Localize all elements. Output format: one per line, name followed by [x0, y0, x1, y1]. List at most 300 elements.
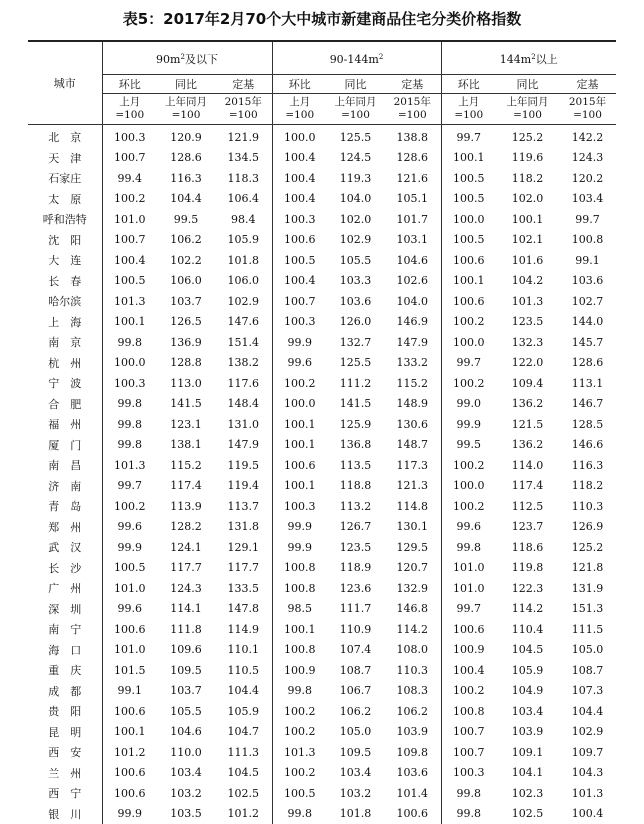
index-value: 114.2 — [496, 599, 559, 620]
index-value: 100.2 — [441, 455, 496, 476]
index-value: 100.5 — [441, 168, 496, 189]
index-value: 136.8 — [327, 435, 384, 456]
index-value: 103.4 — [559, 189, 616, 210]
index-value: 102.1 — [496, 230, 559, 251]
index-value: 99.7 — [441, 125, 496, 148]
index-value: 128.5 — [559, 414, 616, 435]
index-value: 103.1 — [384, 230, 441, 251]
index-value: 100.4 — [102, 250, 157, 271]
index-value: 125.5 — [327, 125, 384, 148]
index-value: 100.1 — [102, 722, 157, 743]
table-row — [28, 619, 616, 640]
city-name: 杭 州 — [28, 353, 102, 374]
index-value: 114.0 — [496, 455, 559, 476]
index-value: 109.6 — [157, 640, 215, 661]
index-value: 106.2 — [384, 701, 441, 722]
index-value: 130.1 — [384, 517, 441, 538]
index-value: 100.8 — [272, 578, 327, 599]
index-value: 100.0 — [441, 209, 496, 230]
city-name: 成 都 — [28, 681, 102, 702]
index-value: 109.5 — [327, 742, 384, 763]
index-value: 121.6 — [384, 168, 441, 189]
base-header: 上年同月 =100 — [157, 94, 215, 125]
table-row — [28, 394, 616, 415]
index-value: 100.6 — [102, 701, 157, 722]
table-row — [28, 701, 616, 722]
index-value: 101.6 — [496, 250, 559, 271]
index-value: 116.3 — [559, 455, 616, 476]
index-value: 99.1 — [559, 250, 616, 271]
index-value: 104.3 — [559, 763, 616, 784]
index-value: 131.0 — [215, 414, 272, 435]
index-value: 103.4 — [496, 701, 559, 722]
sub-header: 环比 — [441, 75, 496, 94]
city-name: 郑 州 — [28, 517, 102, 538]
sub-header: 同比 — [327, 75, 384, 94]
index-value: 125.2 — [559, 537, 616, 558]
index-value: 99.8 — [272, 804, 327, 824]
index-value: 100.2 — [441, 312, 496, 333]
table-row — [28, 742, 616, 763]
index-value: 104.6 — [157, 722, 215, 743]
index-value: 99.6 — [102, 517, 157, 538]
index-value: 100.6 — [272, 455, 327, 476]
index-value: 100.5 — [441, 230, 496, 251]
index-value: 113.5 — [327, 455, 384, 476]
city-name: 呼和浩特 — [28, 209, 102, 230]
index-value: 148.7 — [384, 435, 441, 456]
index-value: 104.2 — [496, 271, 559, 292]
index-value: 102.0 — [496, 189, 559, 210]
index-value: 124.5 — [327, 148, 384, 169]
index-value: 124.1 — [157, 537, 215, 558]
index-value: 103.4 — [327, 763, 384, 784]
table-row — [28, 476, 616, 497]
index-value: 141.5 — [327, 394, 384, 415]
index-value: 103.4 — [157, 763, 215, 784]
index-value: 134.5 — [215, 148, 272, 169]
table-row — [28, 312, 616, 333]
index-value: 120.9 — [157, 125, 215, 148]
table-row — [28, 455, 616, 476]
index-value: 100.6 — [441, 619, 496, 640]
index-value: 100.9 — [272, 660, 327, 681]
index-value: 100.5 — [441, 189, 496, 210]
index-value: 118.3 — [215, 168, 272, 189]
index-value: 120.2 — [559, 168, 616, 189]
index-value: 120.7 — [384, 558, 441, 579]
index-value: 103.2 — [157, 783, 215, 804]
table-row — [28, 168, 616, 189]
index-value: 99.6 — [441, 517, 496, 538]
index-value: 148.9 — [384, 394, 441, 415]
city-name: 上 海 — [28, 312, 102, 333]
index-value: 109.7 — [559, 742, 616, 763]
city-name: 南 宁 — [28, 619, 102, 640]
index-value: 100.2 — [441, 373, 496, 394]
index-value: 99.8 — [441, 804, 496, 824]
index-value: 104.5 — [496, 640, 559, 661]
sub-header: 环比 — [272, 75, 327, 94]
index-value: 132.7 — [327, 332, 384, 353]
index-value: 102.9 — [559, 722, 616, 743]
index-value: 103.6 — [327, 291, 384, 312]
index-value: 105.5 — [327, 250, 384, 271]
index-value: 104.6 — [384, 250, 441, 271]
index-value: 100.7 — [441, 722, 496, 743]
index-value: 142.2 — [559, 125, 616, 148]
city-name: 深 圳 — [28, 599, 102, 620]
index-value: 110.5 — [215, 660, 272, 681]
index-value: 118.2 — [559, 476, 616, 497]
index-value: 103.7 — [157, 681, 215, 702]
city-name: 长 春 — [28, 271, 102, 292]
index-value: 136.2 — [496, 394, 559, 415]
index-value: 108.0 — [384, 640, 441, 661]
index-value: 99.8 — [441, 783, 496, 804]
index-value: 98.4 — [215, 209, 272, 230]
index-value: 113.1 — [559, 373, 616, 394]
index-value: 128.6 — [157, 148, 215, 169]
table-row — [28, 517, 616, 538]
city-name: 重 庆 — [28, 660, 102, 681]
index-value: 105.0 — [327, 722, 384, 743]
index-value: 100.1 — [441, 148, 496, 169]
index-value: 104.4 — [215, 681, 272, 702]
index-value: 132.3 — [496, 332, 559, 353]
index-value: 100.6 — [272, 230, 327, 251]
index-value: 104.5 — [215, 763, 272, 784]
index-value: 99.9 — [102, 537, 157, 558]
index-value: 117.4 — [157, 476, 215, 497]
index-value: 104.7 — [215, 722, 272, 743]
index-value: 100.4 — [559, 804, 616, 824]
index-value: 101.5 — [102, 660, 157, 681]
index-value: 105.1 — [384, 189, 441, 210]
base-header: 2015年 =100 — [215, 94, 272, 125]
index-value: 103.6 — [384, 763, 441, 784]
index-value: 103.6 — [559, 271, 616, 292]
index-value: 107.4 — [327, 640, 384, 661]
table-row — [28, 578, 616, 599]
index-value: 110.3 — [384, 660, 441, 681]
index-value: 119.3 — [327, 168, 384, 189]
index-value: 123.7 — [496, 517, 559, 538]
table-row — [28, 148, 616, 169]
index-value: 103.3 — [327, 271, 384, 292]
index-value: 133.5 — [215, 578, 272, 599]
index-value: 106.2 — [327, 701, 384, 722]
index-value: 101.2 — [102, 742, 157, 763]
index-value: 106.0 — [215, 271, 272, 292]
index-value: 105.5 — [157, 701, 215, 722]
index-value: 101.0 — [441, 578, 496, 599]
index-value: 122.3 — [496, 578, 559, 599]
price-index-table — [28, 40, 616, 824]
city-name: 南 京 — [28, 332, 102, 353]
table-row — [28, 783, 616, 804]
index-value: 99.9 — [272, 517, 327, 538]
index-value: 130.6 — [384, 414, 441, 435]
index-value: 101.4 — [384, 783, 441, 804]
index-value: 99.8 — [272, 681, 327, 702]
index-value: 128.2 — [157, 517, 215, 538]
index-value: 109.5 — [157, 660, 215, 681]
index-value: 104.4 — [559, 701, 616, 722]
index-value: 105.9 — [215, 701, 272, 722]
index-value: 111.2 — [327, 373, 384, 394]
index-value: 114.2 — [384, 619, 441, 640]
index-value: 118.8 — [327, 476, 384, 497]
index-value: 138.1 — [157, 435, 215, 456]
index-value: 138.2 — [215, 353, 272, 374]
sub-header: 同比 — [157, 75, 215, 94]
base-header: 2015年 =100 — [384, 94, 441, 125]
index-value: 129.1 — [215, 537, 272, 558]
index-value: 129.5 — [384, 537, 441, 558]
index-value: 100.3 — [272, 209, 327, 230]
index-value: 99.8 — [102, 332, 157, 353]
index-value: 111.5 — [559, 619, 616, 640]
index-value: 99.8 — [441, 537, 496, 558]
index-value: 102.5 — [496, 804, 559, 824]
table-row — [28, 804, 616, 824]
table-row — [28, 291, 616, 312]
index-value: 108.7 — [559, 660, 616, 681]
city-column-header: 城市 — [28, 41, 102, 125]
index-value: 100.2 — [441, 496, 496, 517]
index-value: 100.8 — [441, 701, 496, 722]
city-name: 武 汉 — [28, 537, 102, 558]
index-value: 106.0 — [157, 271, 215, 292]
index-value: 119.8 — [496, 558, 559, 579]
index-value: 100.2 — [441, 681, 496, 702]
table-row — [28, 681, 616, 702]
index-value: 101.3 — [272, 742, 327, 763]
table-row — [28, 537, 616, 558]
table-row — [28, 496, 616, 517]
index-value: 100.8 — [559, 230, 616, 251]
city-name: 厦 门 — [28, 435, 102, 456]
base-header: 上月 =100 — [272, 94, 327, 125]
index-value: 124.3 — [157, 578, 215, 599]
index-value: 126.5 — [157, 312, 215, 333]
index-value: 131.8 — [215, 517, 272, 538]
index-value: 101.3 — [102, 455, 157, 476]
index-value: 98.5 — [272, 599, 327, 620]
index-value: 117.4 — [496, 476, 559, 497]
city-name: 西 安 — [28, 742, 102, 763]
index-value: 100.1 — [272, 476, 327, 497]
index-value: 141.5 — [157, 394, 215, 415]
city-name: 海 口 — [28, 640, 102, 661]
index-value: 115.2 — [157, 455, 215, 476]
index-value: 105.9 — [496, 660, 559, 681]
index-value: 125.5 — [327, 353, 384, 374]
city-name: 西 宁 — [28, 783, 102, 804]
group-header-small: $90m^2$及以下 — [102, 41, 272, 75]
city-name: 福 州 — [28, 414, 102, 435]
table-row — [28, 660, 616, 681]
index-value: 100.2 — [272, 373, 327, 394]
index-value: 100.5 — [102, 271, 157, 292]
index-value: 99.6 — [102, 599, 157, 620]
index-value: 100.3 — [102, 125, 157, 148]
index-value: 151.4 — [215, 332, 272, 353]
index-value: 99.8 — [102, 435, 157, 456]
index-value: 104.9 — [496, 681, 559, 702]
index-value: 100.5 — [102, 558, 157, 579]
sub-header: 环比 — [102, 75, 157, 94]
index-value: 99.6 — [272, 353, 327, 374]
table-row — [28, 722, 616, 743]
index-value: 123.6 — [327, 578, 384, 599]
index-value: 147.9 — [384, 332, 441, 353]
city-name: 银 川 — [28, 804, 102, 824]
base-header: 上月 =100 — [102, 94, 157, 125]
index-value: 104.4 — [157, 189, 215, 210]
index-value: 121.3 — [384, 476, 441, 497]
index-value: 102.0 — [327, 209, 384, 230]
index-value: 118.9 — [327, 558, 384, 579]
index-value: 100.4 — [272, 168, 327, 189]
index-value: 102.9 — [327, 230, 384, 251]
index-value: 100.0 — [272, 394, 327, 415]
index-value: 101.3 — [559, 783, 616, 804]
index-value: 136.2 — [496, 435, 559, 456]
table-row — [28, 414, 616, 435]
index-value: 100.1 — [272, 435, 327, 456]
index-value: 131.9 — [559, 578, 616, 599]
index-value: 144.0 — [559, 312, 616, 333]
group-header-large: $144m^2$以上 — [441, 41, 616, 75]
index-value: 136.9 — [157, 332, 215, 353]
index-value: 100.6 — [441, 291, 496, 312]
index-value: 99.8 — [102, 394, 157, 415]
index-value: 110.9 — [327, 619, 384, 640]
index-value: 100.3 — [272, 312, 327, 333]
table-title: 表5：2017年2月70个大中城市新建商品住宅分类价格指数 — [0, 8, 644, 29]
index-value: 100.4 — [441, 660, 496, 681]
index-value: 106.7 — [327, 681, 384, 702]
city-name: 石家庄 — [28, 168, 102, 189]
index-value: 100.1 — [272, 619, 327, 640]
index-value: 110.4 — [496, 619, 559, 640]
index-value: 113.7 — [215, 496, 272, 517]
table-body — [28, 125, 616, 824]
index-value: 146.7 — [559, 394, 616, 415]
index-value: 101.0 — [102, 578, 157, 599]
index-value: 113.9 — [157, 496, 215, 517]
index-value: 105.0 — [559, 640, 616, 661]
index-value: 100.2 — [102, 496, 157, 517]
index-value: 100.0 — [102, 353, 157, 374]
index-value: 114.9 — [215, 619, 272, 640]
base-header: 上月 =100 — [441, 94, 496, 125]
index-value: 99.7 — [102, 476, 157, 497]
city-name: 宁 波 — [28, 373, 102, 394]
index-value: 128.6 — [384, 148, 441, 169]
table-header — [28, 41, 616, 125]
table-row — [28, 640, 616, 661]
index-value: 124.3 — [559, 148, 616, 169]
index-value: 100.7 — [102, 230, 157, 251]
index-value: 99.7 — [559, 209, 616, 230]
index-value: 110.3 — [559, 496, 616, 517]
city-name: 哈尔滨 — [28, 291, 102, 312]
index-value: 99.5 — [441, 435, 496, 456]
index-value: 100.2 — [272, 701, 327, 722]
index-value: 100.5 — [272, 783, 327, 804]
sub-header: 定基 — [559, 75, 616, 94]
index-value: 109.4 — [496, 373, 559, 394]
index-value: 113.0 — [157, 373, 215, 394]
index-value: 100.0 — [441, 476, 496, 497]
index-value: 103.9 — [496, 722, 559, 743]
index-value: 103.5 — [157, 804, 215, 824]
index-value: 146.9 — [384, 312, 441, 333]
index-value: 100.7 — [441, 742, 496, 763]
index-value: 100.7 — [272, 291, 327, 312]
index-value: 125.2 — [496, 125, 559, 148]
city-name: 太 原 — [28, 189, 102, 210]
index-value: 148.4 — [215, 394, 272, 415]
index-value: 100.6 — [102, 619, 157, 640]
index-value: 102.7 — [559, 291, 616, 312]
index-value: 100.3 — [441, 763, 496, 784]
index-value: 99.7 — [441, 599, 496, 620]
city-name: 兰 州 — [28, 763, 102, 784]
index-value: 100.9 — [441, 640, 496, 661]
index-value: 117.6 — [215, 373, 272, 394]
city-name: 昆 明 — [28, 722, 102, 743]
index-value: 121.8 — [559, 558, 616, 579]
index-value: 118.6 — [496, 537, 559, 558]
city-name: 合 肥 — [28, 394, 102, 415]
index-value: 115.2 — [384, 373, 441, 394]
index-value: 147.8 — [215, 599, 272, 620]
index-value: 100.1 — [272, 414, 327, 435]
index-value: 114.1 — [157, 599, 215, 620]
index-value: 103.9 — [384, 722, 441, 743]
table-row — [28, 373, 616, 394]
city-name: 济 南 — [28, 476, 102, 497]
index-value: 121.5 — [496, 414, 559, 435]
index-value: 100.8 — [272, 640, 327, 661]
index-value: 99.9 — [102, 804, 157, 824]
index-value: 100.5 — [272, 250, 327, 271]
index-value: 99.5 — [157, 209, 215, 230]
city-name: 广 州 — [28, 578, 102, 599]
index-value: 123.1 — [157, 414, 215, 435]
index-value: 119.5 — [215, 455, 272, 476]
index-value: 123.5 — [496, 312, 559, 333]
index-value: 101.0 — [102, 209, 157, 230]
index-value: 110.0 — [157, 742, 215, 763]
index-value: 99.4 — [102, 168, 157, 189]
index-value: 99.8 — [102, 414, 157, 435]
index-value: 101.3 — [102, 291, 157, 312]
index-value: 107.3 — [559, 681, 616, 702]
index-value: 145.7 — [559, 332, 616, 353]
index-value: 104.0 — [327, 189, 384, 210]
city-name: 大 连 — [28, 250, 102, 271]
index-value: 126.7 — [327, 517, 384, 538]
index-value: 114.8 — [384, 496, 441, 517]
city-name: 南 昌 — [28, 455, 102, 476]
index-value: 100.8 — [272, 558, 327, 579]
table-row — [28, 209, 616, 230]
